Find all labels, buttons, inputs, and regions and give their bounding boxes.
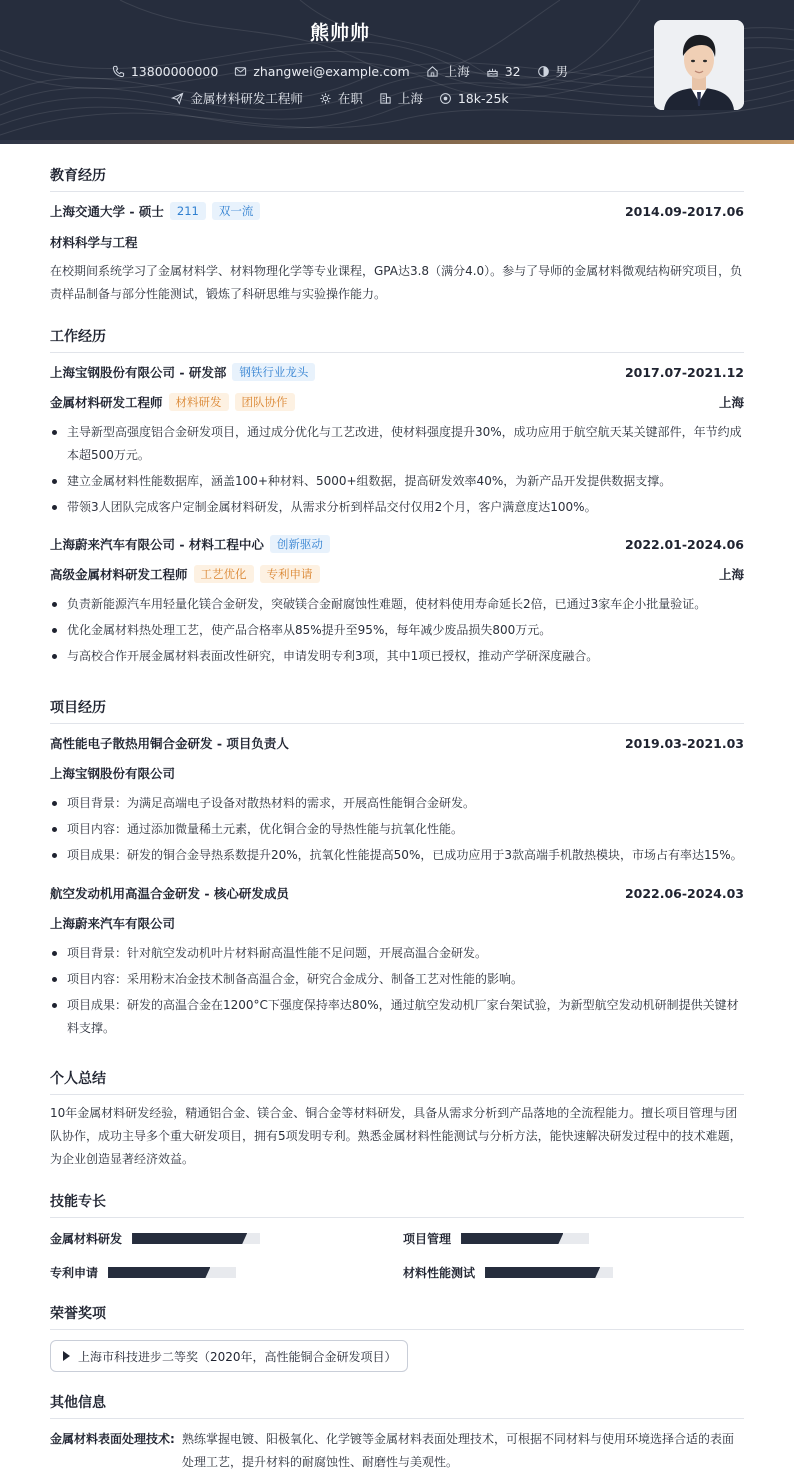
list-item: 主导新型高强度铝合金研发项目，通过成分优化与工艺改进，使材料强度提升30%，成功应用于航空航天某关键部件，年节约成本超500万元。: [50, 421, 744, 467]
status-icon: [319, 92, 332, 105]
education-date: 2014.09-2017.06: [624, 203, 744, 219]
position-tag: 专利申请: [260, 565, 320, 583]
skill-level-bar: [485, 1267, 613, 1278]
skill-item: [50, 1230, 260, 1247]
list-item: 优化金属材料热处理工艺，使产品合格率从85%提升至95%，每年减少废品损失800万元。: [50, 619, 744, 642]
list-item: 项目背景：针对航空发动机叶片材料耐高温性能不足问题，开展高温合金研发。: [50, 942, 744, 965]
major-name: 材料科学与工程: [50, 235, 138, 250]
company-tag: 创新驱动: [270, 535, 330, 553]
other-info-label: 金属材料表面处理技术:: [50, 1432, 175, 1446]
company-name: 上海宝钢股份有限公司 - 研发部: [50, 365, 227, 380]
job-position-row: [50, 565, 744, 583]
intent-city-text: 上海: [397, 91, 423, 106]
skill-level-fill: [108, 1267, 210, 1278]
email-text: zhangwei@example.com: [253, 63, 410, 79]
job-location: 上海: [718, 567, 744, 582]
project-header: [50, 884, 744, 902]
skill-item: [403, 1264, 613, 1281]
skill-item: [403, 1230, 589, 1247]
other-info-value: 熟练掌握电镀、阳极氧化、化学镀等金属材料表面处理技术，可根据不同材料与使用环境选择合适的表面处理工艺，提升材料的耐腐蚀性、耐磨性与美观性。: [182, 1432, 735, 1469]
project-org-row: [50, 764, 744, 782]
phone-icon: [112, 65, 125, 78]
school-tag: 双一流: [212, 202, 261, 220]
project-date: 2022.06-2024.03: [624, 885, 744, 901]
list-item: 项目成果：研发的高温合金在1200°C下强度保持率达80%，通过航空发动机厂家台架试验，为新型航空发动机研制提供关键材料支撑。: [50, 994, 744, 1040]
resume-header: [0, 0, 794, 140]
intent-status: [319, 89, 363, 107]
position-tag: 工艺优化: [194, 565, 254, 583]
age-text: 32: [504, 63, 521, 79]
education-header: [50, 202, 744, 220]
intent-position: [171, 89, 303, 107]
section-title-skills: 技能专长: [50, 1191, 744, 1218]
job-header: [50, 535, 744, 553]
section-title-education: 教育经历: [50, 165, 744, 192]
section-title-other: 其他信息: [50, 1392, 744, 1419]
award-item[interactable]: [50, 1340, 408, 1372]
education-description: 在校期间系统学习了金属材料学、材料物理化学等专业课程，GPA达3.8（满分4.0）。参与了导师的金属材料微观结构研究项目，负责样品制备与部分性能测试，锻炼了科研思维与实验操作能力。: [50, 264, 743, 301]
salary-icon: [439, 92, 452, 105]
phone-text: 13800000000: [130, 63, 219, 79]
contact-gender: [537, 62, 569, 80]
building-icon: [379, 92, 392, 105]
expand-triangle-icon: [63, 1351, 70, 1361]
header-accent-line: [0, 140, 794, 144]
skill-level-fill: [485, 1267, 600, 1278]
job-date: 2017.07-2021.12: [624, 364, 744, 380]
contact-email: [234, 64, 409, 79]
list-item: 建立金属材料性能数据库，涵盖100+种材料、5000+组数据，提高研发效率40%，为新产品开发提供数据支撑。: [50, 470, 744, 493]
job-position-row: [50, 393, 744, 411]
contact-row: [0, 62, 680, 80]
list-item: 与高校合作开展金属材料表面改性研究，申请发明专利3项，其中1项已授权，推动产学研深度融合。: [50, 645, 744, 668]
school-tag: 211: [170, 202, 206, 220]
project-org: 上海蔚来汽车有限公司: [50, 916, 176, 931]
send-icon: [171, 92, 184, 105]
project-org: 上海宝钢股份有限公司: [50, 766, 176, 781]
project-bullets: [50, 942, 744, 1043]
list-item: 项目背景：为满足高端电子设备对散热材料的需求，开展高性能铜合金研发。: [50, 792, 744, 815]
gender-text: 男: [555, 64, 569, 79]
candidate-name: 熊帅帅: [309, 22, 370, 44]
other-info-item: [50, 1428, 744, 1474]
summary-text: 10年金属材料研发经验，精通铝合金、镁合金、铜合金等材料研发，具备从需求分析到产品落地的全流程能力。擅长项目管理与团队协作，成功主导多个重大研发项目，拥有5项发明专利。熟悉金属材料性能测试与分析方法，能快速解决研发过程中的技术难题，为企业创造显著经济效益。: [50, 1106, 742, 1166]
project-org-row: [50, 914, 744, 932]
project-date: 2019.03-2021.03: [624, 735, 744, 751]
skill-name: 专利申请: [50, 1266, 99, 1280]
gender-icon: [537, 65, 550, 78]
contact-age: [486, 64, 521, 79]
skill-level-fill: [132, 1233, 247, 1244]
section-title-awards: 荣誉奖项: [50, 1303, 744, 1330]
list-item: 负责新能源汽车用轻量化镁合金研发，突破镁合金耐腐蚀性难题，使材料使用寿命延长2倍，已通过3家车企小批量验证。: [50, 593, 744, 616]
age-icon: [486, 65, 499, 78]
position-name: 金属材料研发工程师: [50, 395, 163, 410]
position-tag: 材料研发: [169, 393, 229, 411]
project-header: [50, 734, 744, 752]
company-tag: 钢铁行业龙头: [232, 363, 315, 381]
project-name: 航空发动机用高温合金研发 - 核心研发成员: [50, 886, 289, 901]
position-name: 高级金属材料研发工程师: [50, 567, 188, 582]
company-name: 上海蔚来汽车有限公司 - 材料工程中心: [50, 537, 264, 552]
job-bullets: [50, 593, 744, 671]
intent-salary: [439, 91, 509, 106]
mail-icon: [234, 65, 247, 78]
project-bullets: [50, 792, 744, 870]
list-item: 项目内容：通过添加微量稀土元素，优化铜合金的导热性能与抗氧化性能。: [50, 818, 744, 841]
section-title-projects: 项目经历: [50, 697, 744, 724]
skill-level-bar: [132, 1233, 260, 1244]
job-bullets: [50, 421, 744, 522]
avatar-photo: [654, 20, 744, 110]
list-item: 项目内容：采用粉末冶金技术制备高温合金，研究合金成分、制备工艺对性能的影响。: [50, 968, 744, 991]
education-major-row: [50, 233, 744, 251]
intent-city: [379, 89, 423, 107]
position-tag: 团队协作: [235, 393, 295, 411]
job-location: 上海: [718, 395, 744, 410]
job-header: [50, 363, 744, 381]
skill-name: 项目管理: [403, 1232, 452, 1246]
skill-level-bar: [108, 1267, 236, 1278]
intent-position-text: 金属材料研发工程师: [190, 91, 303, 106]
skill-level-fill: [461, 1233, 563, 1244]
home-icon: [426, 65, 439, 78]
list-item: 项目成果：研发的铜合金导热系数提升20%，抗氧化性能提高50%，已成功应用于3款高端手机散热模块，市场占有率达15%。: [50, 844, 744, 867]
intent-status-text: 在职: [337, 91, 363, 106]
section-title-summary: 个人总结: [50, 1068, 744, 1095]
award-text: 上海市科技进步二等奖（2020年，高性能铜合金研发项目）: [78, 1349, 397, 1364]
skill-level-bar: [461, 1233, 589, 1244]
skill-item: [50, 1264, 236, 1281]
job-intent-row: [0, 89, 680, 107]
list-item: 带领3人团队完成客户定制金属材料研发，从需求分析到样品交付仅用2个月，客户满意度达100%。: [50, 496, 744, 519]
contact-city: [426, 62, 470, 80]
city-text: 上海: [444, 64, 470, 79]
section-title-work: 工作经历: [50, 326, 744, 353]
intent-salary-text: 18k-25k: [457, 90, 509, 106]
skill-name: 材料性能测试: [403, 1266, 476, 1280]
job-date: 2022.01-2024.06: [624, 536, 744, 552]
school-name: 上海交通大学 - 硕士: [50, 204, 164, 219]
skill-name: 金属材料研发: [50, 1232, 123, 1246]
contact-phone: [112, 64, 218, 79]
project-name: 高性能电子散热用铜合金研发 - 项目负责人: [50, 736, 289, 751]
